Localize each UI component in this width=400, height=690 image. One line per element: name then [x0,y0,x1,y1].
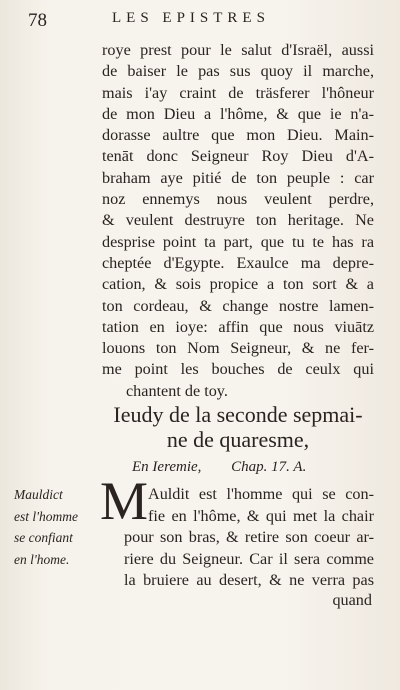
text-line: cheptée d'Egypte. Exaulce ma depre- [102,253,374,272]
catchword: quand [332,591,372,609]
paragraph-opening [148,484,374,527]
text-line: & veulent destruyre ton heritage. Ne [102,211,374,230]
section-title-line: Ieudy de la seconde sepmai- [113,402,363,427]
text-line: me point les bouches de ceulx qui [102,360,374,379]
body-paragraph [102,40,374,402]
scripture-source [132,459,372,476]
paragraph-continuation [124,527,374,592]
text-line: pour son bras, & retire son coeur ar- [124,528,374,546]
text-line: desprise point ta part, que tu te has ra [102,232,374,251]
text-line: tenāt donc Seigneur Roy Dieu d'A- [102,147,374,166]
text-line: braham aye pitié de ton peuple : car [102,168,374,187]
margin-note-line: se confiant [14,530,73,545]
margin-note-line: est l'homme [14,508,78,524]
text-line: chantent de toy. [126,381,228,400]
running-head: LES EPISTRES [112,10,270,26]
text-line: fie en l'hôme, & qui met la chair [148,506,374,525]
text-line: cation, & sois propice a ton sort & a [102,275,374,294]
text-line: riere du Seigneur. Car il sera comme [124,549,374,568]
text-line: de baiser le pas sus quoy il marche, [102,62,374,81]
text-line: roye prest pour le salut d'Israël, aussi [102,41,374,59]
text-line: noz ennemys nous veulent perdre, [102,190,374,209]
text-line: dorasse aultre que mon Dieu. Main- [102,126,374,145]
drop-cap: M [100,471,149,531]
source-book: En Ieremie, [132,459,202,475]
text-line: louons ton Nom Seigneur, & ne fer- [102,339,374,358]
margin-note-line: Mauldict [14,487,63,502]
section-title [100,402,376,452]
page-header [28,8,380,34]
text-line: Auldit est l'homme qui se con- [148,485,374,503]
margin-note [14,484,100,570]
text-line: ton cordeau, & change nostre lamen- [102,296,374,315]
text-line: la bruiere au desert, & ne verra pas [124,571,374,589]
text-line: de mon Dieu a l'hôme, & que ie n'a- [102,104,374,123]
section-title-line: ne de quaresme, [166,427,310,452]
source-chapter: Chap. 17. A. [231,459,307,475]
margin-note-line: en l'home. [14,551,70,567]
text-line: mais i'ay craint de träsferer l'hôneur [102,83,374,102]
text-line: tation en ioye: affin que nous viuātz [102,317,374,336]
page-number: 78 [28,10,47,31]
